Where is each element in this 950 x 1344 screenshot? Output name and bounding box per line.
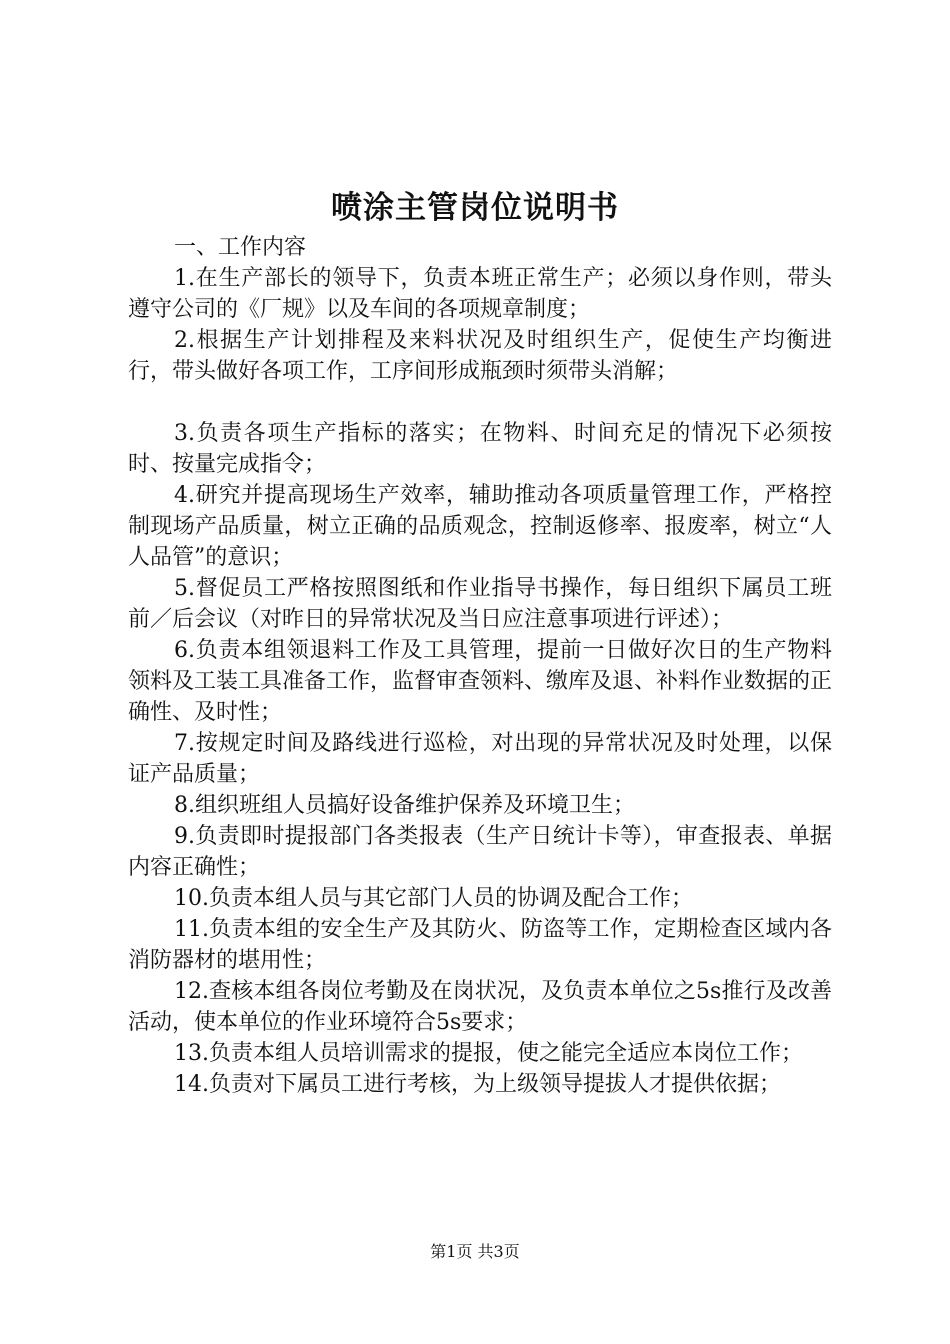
list-item: 11.负责本组的安全生产及其防火、防盗等工作，定期检查区域内各消防器材的堪用性； [128, 917, 832, 973]
list-item: 2.根据生产计划排程及来料状况及时组织生产，促使生产均衡进行，带头做好各项工作，工序间形成瓶颈时须带头消解； [128, 328, 832, 384]
list-item: 1.在生产部长的领导下，负责本班正常生产；必须以身作则，带头遵守公司的《厂规》以及车间的各项规章制度； [128, 266, 832, 322]
list-item: 7.按规定时间及路线进行巡检，对出现的异常状况及时处理，以保证产品质量； [128, 731, 832, 787]
list-item: 9.负责即时提报部门各类报表（生产日统计卡等），审查报表、单据内容正确性； [128, 824, 832, 880]
blank-line [128, 387, 832, 418]
document-title: 喷涂主管岗位说明书 [331, 190, 619, 226]
list-item: 8.组织班组人员搞好设备维护保养及环境卫生； [174, 793, 635, 818]
document-body [128, 232, 832, 1100]
list-item: 14.负责对下属员工进行考核，为上级领导提拔人才提供依据； [174, 1072, 781, 1097]
list-item: 5.督促员工严格按照图纸和作业指导书操作，每日组织下属员工班前／后会议（对昨日的异常状况及当日应注意事项进行评述）； [128, 576, 832, 632]
section-heading: 一、工作内容 [174, 235, 307, 260]
list-item: 13.负责本组人员培训需求的提报，使之能完全适应本岗位工作； [174, 1041, 803, 1066]
list-item: 10.负责本组人员与其它部门人员的协调及配合工作； [174, 886, 693, 911]
list-item: 12.查核本组各岗位考勤及在岗状况，及负责本单位之5s推行及改善活动，使本单位的作业环境符合5s要求； [128, 979, 832, 1035]
list-item: 4.研究并提高现场生产效率，辅助推动各项质量管理工作，严格控制现场产品质量，树立正确的品质观念，控制返修率、报废率，树立“人人品管”的意识； [128, 483, 832, 570]
page-footer: 第1页 共3页 [430, 1242, 520, 1261]
list-item: 3.负责各项生产指标的落实；在物料、时间充足的情况下必须按时、按量完成指令； [128, 421, 832, 477]
list-item: 6.负责本组领退料工作及工具管理，提前一日做好次日的生产物料领料及工装工具准备工作，监督审查领料、缴库及退、补料作业数据的正确性、及时性； [128, 638, 833, 725]
